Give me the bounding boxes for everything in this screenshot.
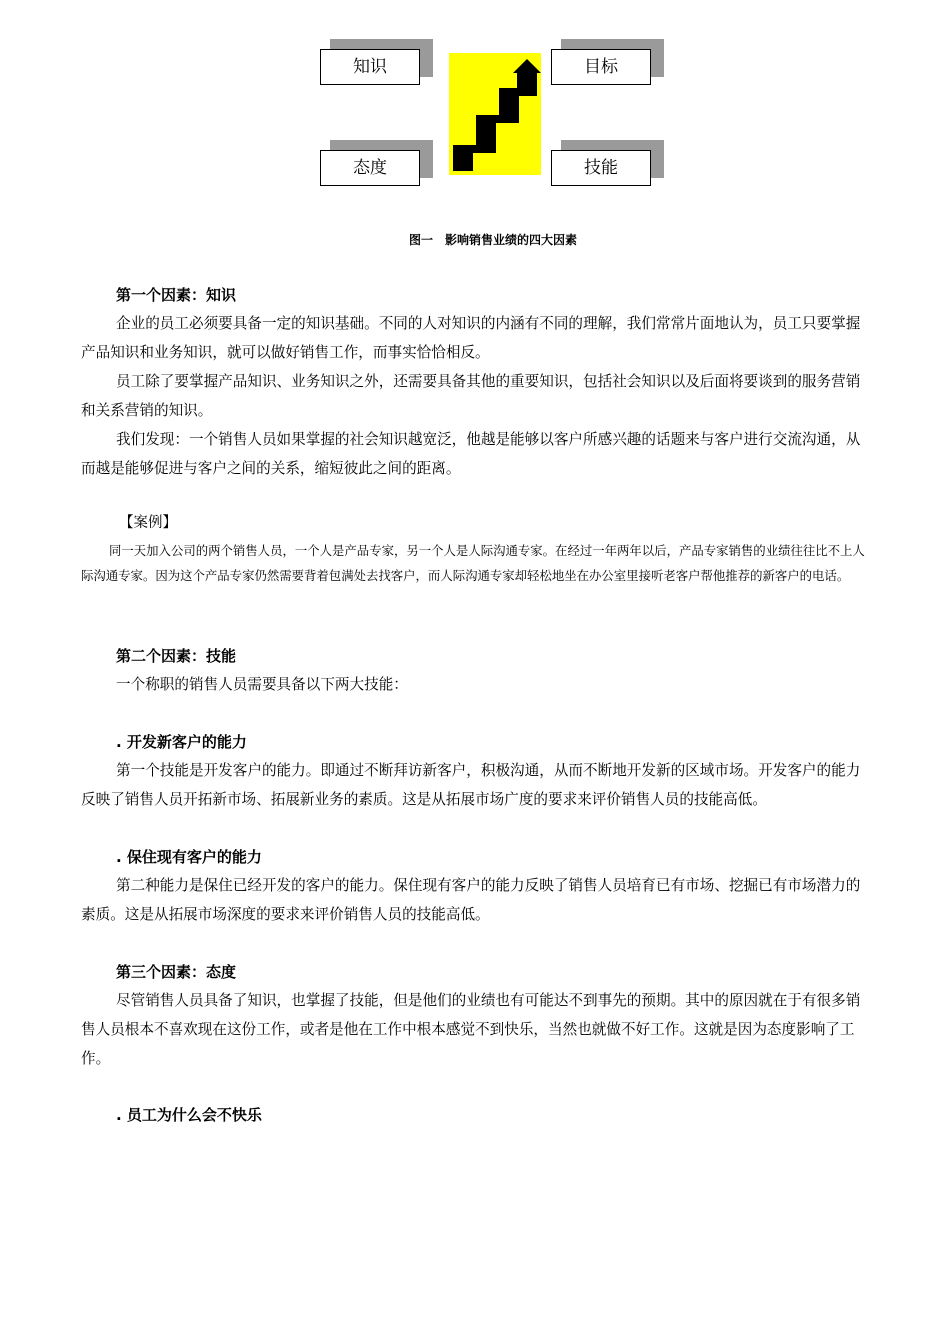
case-text: 同一天加入公司的两个销售人员，一个人是产品专家，另一个人是人际沟通专家。在经过一年两年以后，产品专家销售的业绩往往比不上人际沟通专家。因为这个产品专家仍然需要背着包满处去找客户，而人际沟通专家却轻松地坐在办公室里接听老客户帮他推荐的新客户的电话。 [81, 543, 865, 583]
goal-box: 目标 [551, 49, 651, 85]
skill-box: 技能 [551, 150, 651, 186]
attitude-box: 态度 [320, 150, 420, 186]
factor3-sub1-heading: . 员工为什么会不快乐 [116, 1106, 262, 1124]
factor1-paragraph-1: 企业的员工必须要具备一定的知识基础。不同的人对知识的内涵有不同的理解，我们常常片面地认为，员工只要掌握产品知识和业务知识，就可以做好销售工作，而事实恰恰相反。 [81, 315, 861, 361]
case-title: 【案例】 [119, 515, 177, 531]
factor2-sub1-text: 第一个技能是开发客户的能力。即通过不断拜访新客户，积极沟通，从而不断地开发新的区域市场。开发客户的能力反映了销售人员开拓新市场、拓展新业务的素质。这是从拓展市场广度的要求来评价销售人员的技能高低。 [81, 762, 861, 808]
factor1-paragraph-2: 员工除了要掌握产品知识、业务知识之外，还需要具备其他的重要知识，包括社会知识以及后面将要谈到的服务营销和关系营销的知识。 [81, 373, 861, 419]
figure-caption: 图一 影响销售业绩的四大因素 [408, 233, 577, 247]
factor3-paragraph-1: 尽管销售人员具备了知识，也掌握了技能，但是他们的业绩也有可能达不到事先的预期。其中的原因就在于有很多销售人员根本不喜欢现在这份工作，或者是他在工作中根本感觉不到快乐，当然也就做不好工作。这就是因为态度影响了工作。 [81, 992, 861, 1067]
factor2-heading: 第二个因素：技能 [116, 647, 237, 665]
factors-diagram [0, 0, 950, 200]
factor1-heading: 第一个因素：知识 [116, 286, 237, 304]
factor2-intro: 一个称职的销售人员需要具备以下两大技能： [116, 676, 408, 693]
factor1-paragraph-3: 我们发现：一个销售人员如果掌握的社会知识越宽泛，他越是能够以客户所感兴趣的话题来与客户进行交流沟通，从而越是能够促进与客户之间的关系，缩短彼此之间的距离。 [81, 431, 861, 477]
staircase-arrow-icon [449, 53, 541, 175]
factor2-sub2-text: 第二种能力是保住已经开发的客户的能力。保住现有客户的能力反映了销售人员培育已有市场、挖掘已有市场潜力的素质。这是从拓展市场深度的要求来评价销售人员的技能高低。 [81, 877, 861, 923]
factor3-heading: 第三个因素：态度 [116, 963, 237, 981]
factor2-sub1-heading: . 开发新客户的能力 [116, 733, 247, 751]
knowledge-box: 知识 [320, 49, 420, 85]
factor2-sub2-heading: . 保住现有客户的能力 [116, 848, 262, 866]
